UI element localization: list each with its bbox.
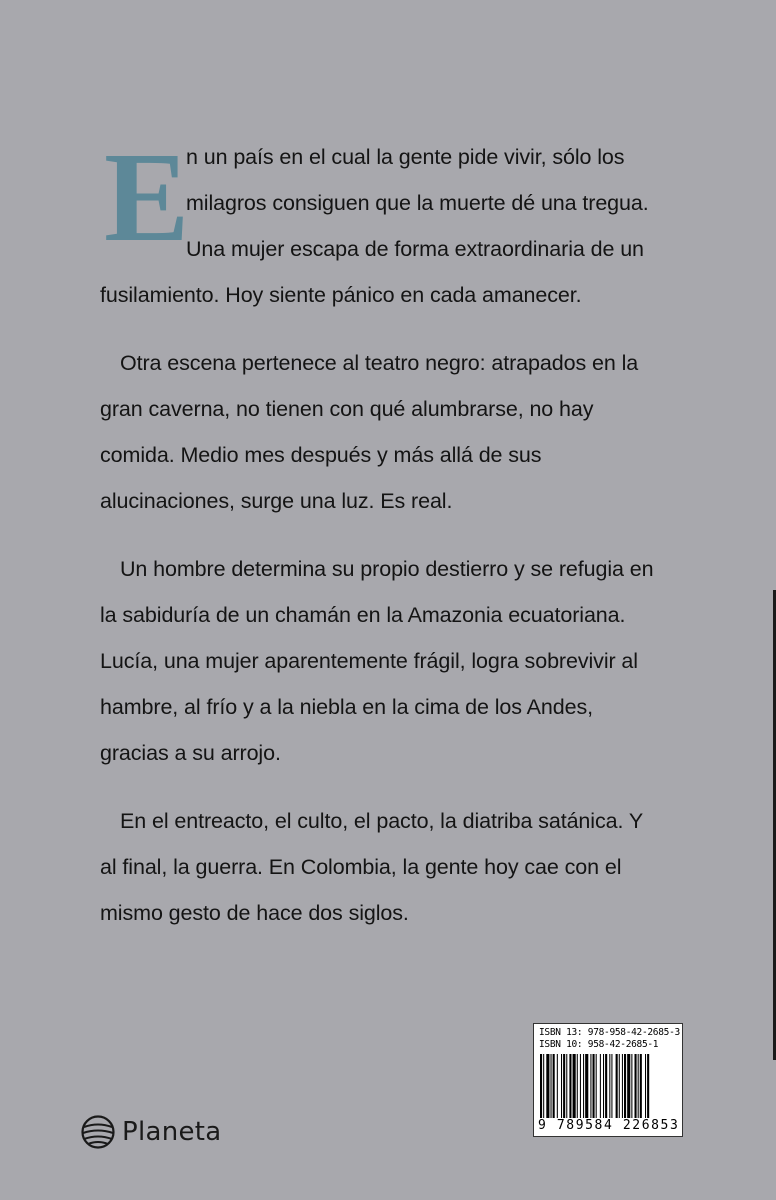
barcode-bar <box>577 1054 578 1118</box>
barcode-bar <box>569 1054 571 1118</box>
barcode-bar <box>647 1054 649 1118</box>
blurb-paragraph-1 <box>100 126 665 318</box>
blurb-paragraph-2: Otra escena pertenece al teatro negro: atrapados en la gran caverna, no tienen con qué alumbrarse, no hay comida. Medio mes después y más allá de sus alucinaciones, surge una luz. Es real. <box>100 351 639 513</box>
barcode-bar <box>566 1054 567 1118</box>
barcode-bar <box>619 1054 620 1118</box>
barcode-bar <box>563 1054 565 1118</box>
blurb <box>100 126 665 958</box>
barcode-bar <box>624 1054 626 1118</box>
barcode-bar <box>557 1054 558 1118</box>
barcode-bar <box>590 1054 591 1118</box>
barcode-bar <box>540 1054 542 1118</box>
barcode-bar <box>551 1054 552 1118</box>
barcode-bar <box>593 1054 595 1118</box>
barcode-bar <box>583 1054 584 1118</box>
blurb-paragraph-4: En el entreacto, el culto, el pacto, la diatriba satánica. Y al final, la guerra. En Colombia, la gente hoy cae con el mismo gesto de hace dos siglos. <box>100 809 643 925</box>
paragraph-text: n un país en el cual la gente pide vivir, sólo los milagros consiguen que la muerte dé una tregua. Una mujer escapa de forma extraordinaria de un fusilamiento. Hoy siente pánico en cada amanecer. <box>100 145 649 307</box>
publisher-logo <box>80 1112 222 1152</box>
barcode-bar <box>603 1054 604 1118</box>
barcode-bar <box>635 1054 637 1118</box>
barcode-bar <box>543 1054 544 1118</box>
blurb-paragraph-3: Un hombre determina su propio destierro y se refugia en la sabiduría de un chamán en la Amazonia ecuatoriana. Lucía, una mujer aparentemente frágil, logra sobrevivir al hambre, al frío y a la niebla en la cima de los Andes, gracias a su arrojo. <box>100 557 654 765</box>
barcode-bar <box>645 1054 646 1118</box>
barcode-bar <box>638 1054 639 1118</box>
isbn-10: ISBN 10: 958-42-2685-1 <box>539 1039 659 1050</box>
isbn-barcode <box>533 1023 683 1137</box>
barcode-bar <box>596 1054 597 1118</box>
barcode-bar <box>546 1054 549 1118</box>
barcode-bars <box>540 1054 676 1118</box>
globe-icon <box>80 1114 116 1150</box>
barcode-bar <box>600 1054 601 1118</box>
barcode-bar <box>622 1054 623 1118</box>
barcode-bar <box>631 1054 632 1118</box>
publisher-name: Planeta <box>122 1117 222 1147</box>
barcode-digits: 9 789584 226853 <box>538 1118 680 1133</box>
barcode-bar <box>553 1054 555 1118</box>
drop-cap: E <box>104 126 190 268</box>
barcode-bar <box>627 1054 630 1118</box>
barcode-bar <box>609 1054 610 1118</box>
barcode-bar <box>561 1054 562 1118</box>
barcode-bar <box>605 1054 607 1118</box>
barcode-bar <box>580 1054 581 1118</box>
isbn-13: ISBN 13: 978-958-42-2685-3 <box>539 1027 680 1038</box>
barcode-bar <box>573 1054 576 1118</box>
barcode-bar <box>616 1054 618 1118</box>
barcode-bar <box>611 1054 612 1118</box>
barcode-bar <box>640 1054 642 1118</box>
barcode-bar <box>585 1054 588 1118</box>
